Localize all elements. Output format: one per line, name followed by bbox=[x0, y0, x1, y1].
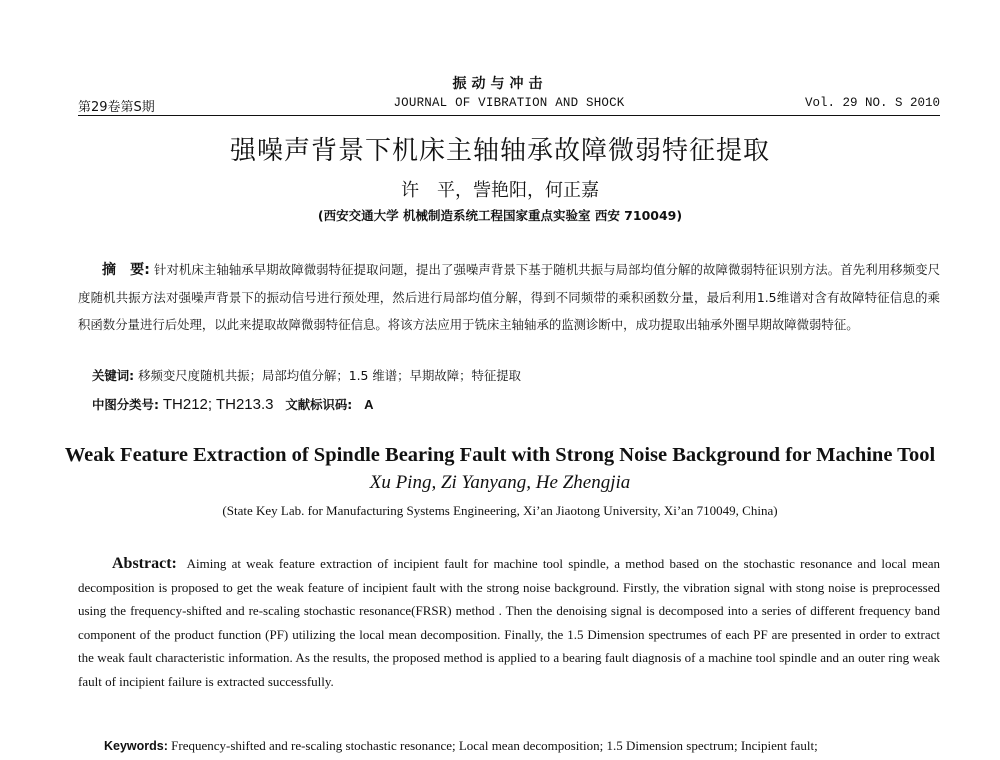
abstract-en bbox=[78, 552, 940, 694]
keywords-cn-text: 移频变尺度随机共振；局部均值分解；1.5 维谱；早期故障；特征提取 bbox=[138, 368, 522, 383]
volume-issue-cn: 第29卷第S期 bbox=[78, 100, 155, 115]
classification-cn bbox=[92, 395, 940, 413]
authors-en: Xu Ping, Zi Yanyang, He Zhengjia bbox=[369, 472, 631, 493]
paper-title-cn: 强噪声背景下机床主轴轴承故障微弱特征提取 bbox=[229, 136, 770, 166]
classification-value: TH212; TH213.3 bbox=[162, 396, 274, 413]
journal-name-en: JOURNAL OF VIBRATION AND SHOCK bbox=[393, 96, 625, 110]
keywords-en-text: Frequency-shifted and re-scaling stochastic resonance; Local mean decomposition; 1.5 Dimension spectrum; Incipient fault; bbox=[171, 738, 818, 753]
authors-cn: 许 平，訾艳阳，何正嘉 bbox=[401, 180, 599, 201]
keywords-en bbox=[104, 738, 1000, 754]
keywords-en-label: Keywords: bbox=[104, 739, 168, 753]
classification-label: 中图分类号: bbox=[92, 397, 159, 412]
keywords-cn-label: 关键词: bbox=[92, 368, 135, 383]
affiliation-cn: (西安交通大学 机械制造系统工程国家重点实验室 西安 710049) bbox=[317, 208, 683, 223]
volume-issue-en: Vol. 29 NO. S 2010 bbox=[804, 96, 940, 110]
abstract-en-label: Abstract: bbox=[112, 555, 177, 572]
doc-code-label: 文献标识码: bbox=[285, 397, 353, 412]
paper-title-en: Weak Feature Extraction of Spindle Bearing Fault with Strong Noise Background for Machine Tool bbox=[64, 444, 936, 466]
affiliation-en: (State Key Lab. for Manufacturing Systems Engineering, Xi’an Jiaotong University, Xi’an 710049, China) bbox=[222, 503, 778, 518]
abstract-en-text: Aiming at weak feature extraction of incipient fault for machine tool spindle, a method based on the stochastic resonance and local mean decomposition is proposed to get the weak feature of incipient fault with the strong noise background. Firstly, the vibration signal with stong noise is preprocessed using the frequency-shifted and re-scaling stochastic resonance(FRSR) method . Then the denoising signal is decomposed into a series of different frequency band component of the product function (PF) utilizing the local mean decomposition. Finally, the 1.5 Dimension spectrumes of each PF are presented in order to extract the weak fault characteristic information. As the results, the proposed method is applied to a bearing fault diagnosis of a machine tool spindle and an outer ring weak fault of incipient failure is extracted successfully. bbox=[78, 556, 940, 689]
journal-name-cn: 振动与冲击 bbox=[452, 76, 548, 92]
abstract-cn bbox=[78, 256, 940, 338]
abstract-cn-label: 摘 要: bbox=[102, 262, 150, 278]
keywords-cn bbox=[92, 366, 940, 384]
abstract-cn-text: 针对机床主轴轴承早期故障微弱特征提取问题，提出了强噪声背景下基于随机共振与局部均值分解的故障微弱特征识别方法。首先利用移频变尺度随机共振方法对强噪声背景下的振动信号进行预处理，然后进行局部均值分解，得到不同频带的乘积函数分量，最后利用1.5维谱对含有故障特征信息的乘积函数分量进行后处理，以此来提取故障微弱特征信息。将该方法应用于铣床主轴轴承的监测诊断中，成功提取出轴承外圈早期故障微弱特征。 bbox=[78, 262, 941, 332]
running-header bbox=[78, 96, 940, 114]
header-divider bbox=[78, 115, 940, 116]
doc-code-value: A bbox=[364, 397, 374, 412]
